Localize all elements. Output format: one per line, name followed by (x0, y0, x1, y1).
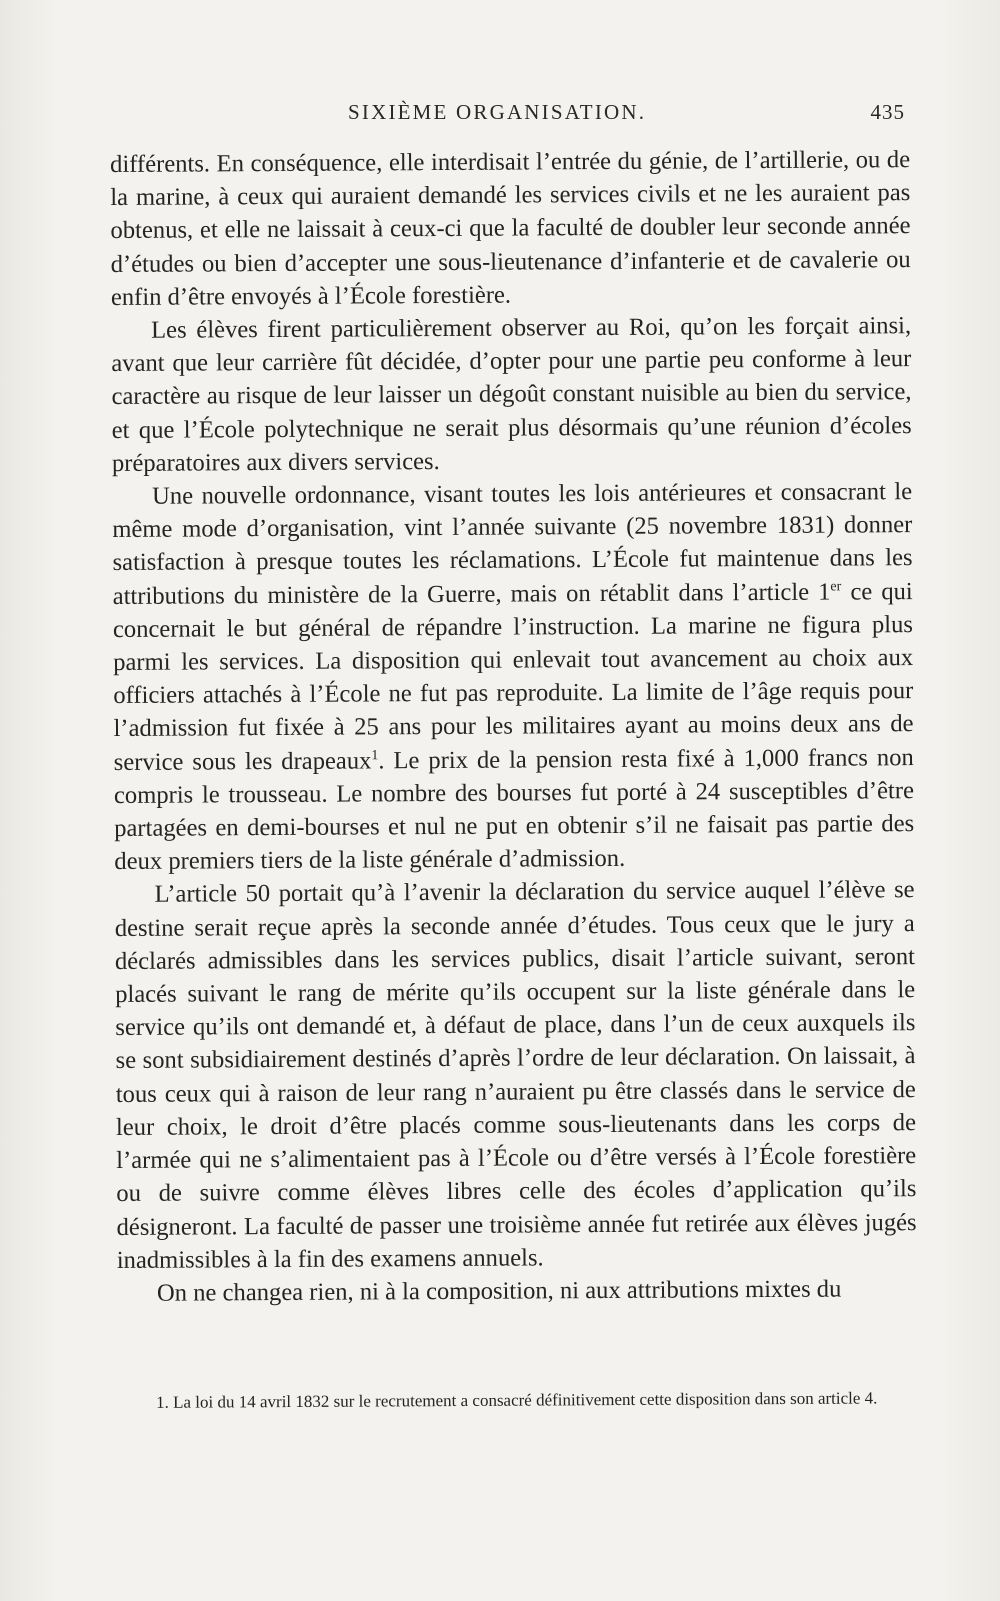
footnote-paragraph (132, 1385, 912, 1416)
body-text (110, 143, 917, 1310)
paragraph-1: différents. En conséquence, elle interdisait l’entrée du génie, de l’artillerie, ou de la marine, à ceux qui auraient demandé les services civils et ne les auraient pas obtenus, et elle ne laissait à ceux-ci que la faculté de doubler leur seconde année d’études ou bien d’accepter une sous-lieutenance d’infanterie et de cavalerie ou enfin d’être envoyés à l’École forestière. (110, 146, 911, 311)
paragraph-3-part-b: ce qui concernait le but général de répandre l’instruction. La marine ne figura plus parmi les services. La disposition qui enlevait tout avancement au choix aux officiers attachés à l’École ne fut pas reproduite. La limite de l’âge requis pour l’admission fut fixée à 25 ans pour les militaires ayant au moins deux ans de service sous les drapeaux (112, 577, 914, 776)
ordinal-superscript: er (830, 578, 842, 595)
paragraph-5: On ne changea rien, ni à la composition, ni aux attributions mixtes du (156, 1275, 842, 1307)
footnote-reference: 1 (371, 747, 379, 763)
page-number: 435 (870, 100, 905, 124)
page-header (110, 100, 905, 134)
paragraph-3-part-a: Une nouvelle ordonnance, visant toutes les lois antérieures et consacrant le même mode d’organisation, vint l’année suivante (25 novembre 1831) donner satisfaction à presque toutes les réclamations. L’École fut maintenue dans les attributions du ministère de la Guerre, mais on rétablit dans l’article 1 (112, 478, 913, 610)
footnote (132, 1385, 912, 1416)
running-title: SIXIÈME ORGANISATION. (348, 100, 647, 124)
paragraph-2: Les élèves firent particulièrement observer au Roi, qu’on les forçait ainsi, avant que leur carrière fût décidée, d’opter pour une partie peu conforme à leur caractère au risque de leur laisser un dégoût constant nuisible au bien du service, et que l’École polytechnique ne serait plus désormais qu’une réunion d’écoles préparatoires aux divers services. (111, 312, 912, 477)
paragraph-3 (112, 475, 914, 878)
paragraph-3-part-c: . Le prix de la pension resta fixé à 1,000 francs non compris le trousseau. Le nombre des bourses fut porté à 24 susceptibles d’être partagées en demi-bourses et nul ne put en obtenir s’il ne faisait pas partie des deux premiers tiers de la liste générale d’admission. (113, 743, 915, 876)
footnote-number: 1. (156, 1392, 169, 1412)
footnote-text: La loi du 14 avril 1832 sur le recrutement a consacré définitivement cette disposition dans son article 4. (173, 1388, 878, 1412)
paragraph-4: L’article 50 portait qu’à l’avenir la déclaration du service auquel l’élève se destine serait reçue après la seconde année d’études. Tous ceux que le jury a déclarés admissibles dans les services publics, disait l’article suivant, seront placés suivant le rang de mérite qu’ils occupent sur la liste générale dans le service qu’ils ont demandé et, à défaut de place, dans l’un de ceux auxquels ils se sont subsidiairement destinés d’après l’ordre de leur déclaration. On laissait, à tous ceux qui à raison de leur rang n’auraient pu être classés dans le service de leur choix, le droit d’être placés comme sous-lieutenants dans les corps de l’armée qui ne s’alimentaient pas à l’École ou d’être versés à l’École forestière ou de suivre comme élèves libres celle des écoles d’application qu’ils désigneront. La faculté de passer une troisième année fut retirée aux élèves jugés inadmissibles à la fin des examens annuels. (114, 876, 917, 1274)
